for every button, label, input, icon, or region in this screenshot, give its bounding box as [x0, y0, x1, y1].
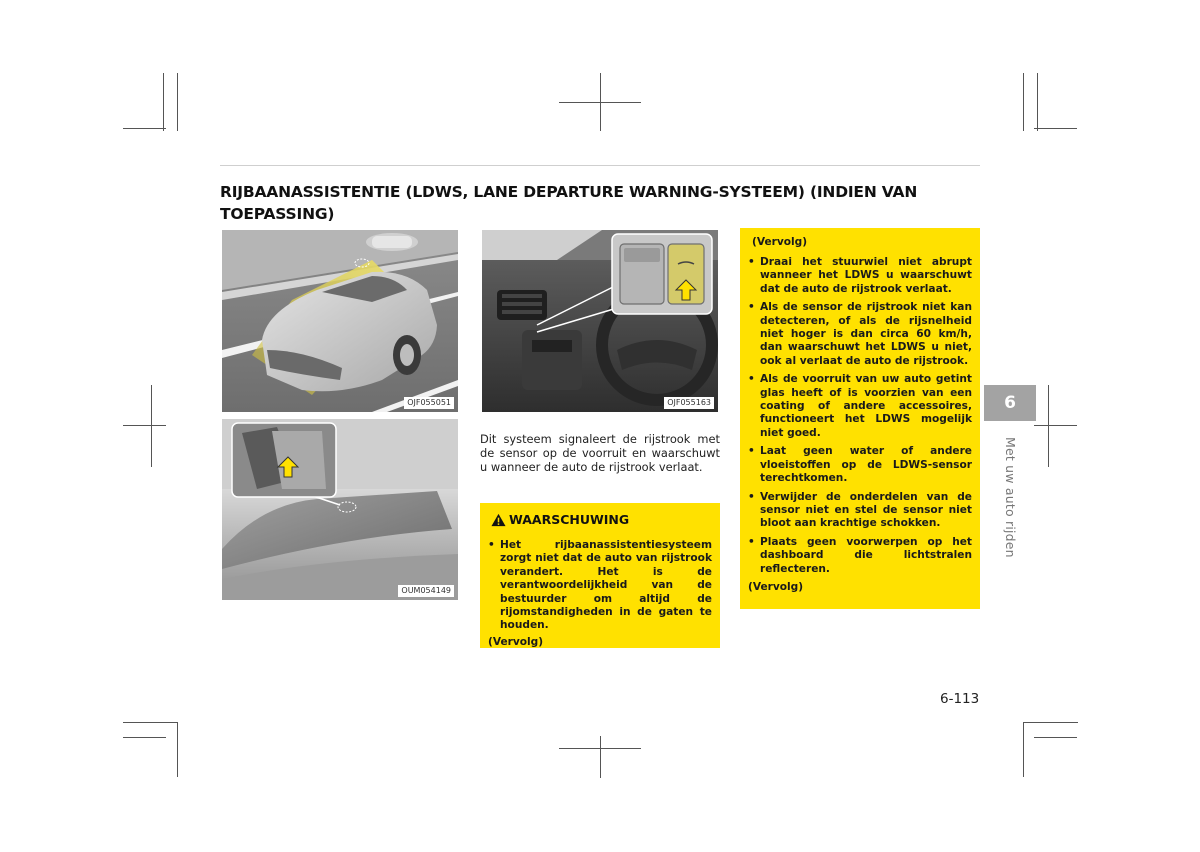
continuation-heading: (Vervolg)	[752, 236, 808, 248]
figure-code: OUM054149	[398, 585, 454, 597]
crop-mark	[1023, 722, 1024, 777]
header-rule	[220, 165, 980, 166]
list-item-text: Laat geen water of andere vloeistoffen op de LDWS-sensor terechtkomen.	[760, 445, 972, 485]
crop-mark	[177, 722, 178, 777]
warning-triangle-icon	[491, 513, 506, 527]
warning-item	[488, 539, 712, 633]
figure-code: OJF055163	[664, 397, 714, 409]
list-item	[748, 445, 972, 485]
crop-mark	[151, 385, 152, 467]
warning-continued: (Vervolg)	[488, 635, 544, 648]
list-item	[748, 301, 972, 368]
crop-mark	[1034, 425, 1077, 426]
crop-mark	[1034, 128, 1077, 129]
chapter-tab: 6	[984, 385, 1036, 421]
figure-windshield-sensor	[222, 419, 458, 600]
page-number: 6-113	[940, 691, 980, 707]
figure-lane-car	[222, 230, 458, 412]
warning-box	[480, 503, 720, 648]
bullet: •	[748, 373, 755, 386]
list-item	[748, 491, 972, 531]
crop-mark	[1048, 385, 1049, 467]
crop-mark	[123, 722, 178, 723]
crop-mark	[600, 736, 601, 778]
list-item	[748, 256, 972, 296]
figure-code: OJF055051	[404, 397, 454, 409]
warning-continuation-box	[740, 228, 980, 609]
list-item-text: Draai het stuurwiel niet abrupt wanneer het LDWS u waarschuwt dat de auto de rijstrook verlaat.	[760, 256, 972, 295]
lane-car-illustration	[222, 230, 458, 412]
system-description: Dit systeem signaleert de rijstrook met de sensor op de voorruit en waarschuwt u wanneer de auto de rijstrook verlaat.	[480, 432, 720, 475]
list-item-text: Als de voorruit van uw auto getint glas heeft of is voorzien van een coating of andere accessoires, functioneert het LDWS mogelijk niet goed.	[760, 373, 972, 439]
bullet: •	[748, 490, 755, 503]
crop-mark	[177, 73, 178, 131]
crop-mark	[1037, 73, 1038, 131]
list-item-text: Plaats geen voorwerpen op het dashboard die lichtstralen reflecteren.	[760, 535, 972, 575]
crop-mark	[1023, 73, 1024, 131]
crop-mark	[600, 73, 601, 131]
warning-heading-text: WAARSCHUWING	[509, 512, 630, 527]
crop-mark	[1023, 722, 1078, 723]
crop-mark	[123, 128, 166, 129]
bullet: •	[488, 539, 495, 551]
bullet: •	[748, 256, 755, 268]
chapter-label: Met uw auto rijden	[1003, 437, 1018, 558]
warning-heading	[491, 512, 712, 527]
bullet: •	[748, 445, 755, 458]
figure-dashboard	[482, 230, 718, 412]
dashboard-illustration	[482, 230, 718, 412]
crop-mark	[1034, 737, 1077, 738]
crop-mark	[123, 425, 166, 426]
list-item	[748, 536, 972, 576]
warning-item-text: Het rijbaanassistentiesysteem zorgt niet dat de auto van rijstrook verandert. Het is de verantwoordelijkheid van de bestuurder om altijd de rijomstandigheden in de gaten te houden.	[500, 539, 712, 632]
crop-mark	[163, 73, 164, 131]
list-item-text: Verwijder de onderdelen van de sensor niet en stel de sensor niet bloot aan krachtige schokken.	[760, 490, 972, 530]
windshield-illustration	[222, 419, 458, 600]
bullet: •	[748, 535, 755, 548]
continuation-footer: (Vervolg)	[748, 580, 804, 593]
section-title: RIJBAANASSISTENTIE (LDWS, LANE DEPARTURE WARNING-SYSTEEM) (INDIEN VAN TOEPASSING)	[220, 183, 918, 223]
bullet: •	[748, 301, 755, 314]
crop-mark	[123, 737, 166, 738]
list-item	[748, 373, 972, 440]
list-item-text: Als de sensor de rijstrook niet kan detecteren, of als de rijsnelheid niet hoger is dan circa 60 km/h, dan waarschuwt het LDWS u niet, ook al verlaat de auto de rijstrook.	[760, 301, 972, 367]
